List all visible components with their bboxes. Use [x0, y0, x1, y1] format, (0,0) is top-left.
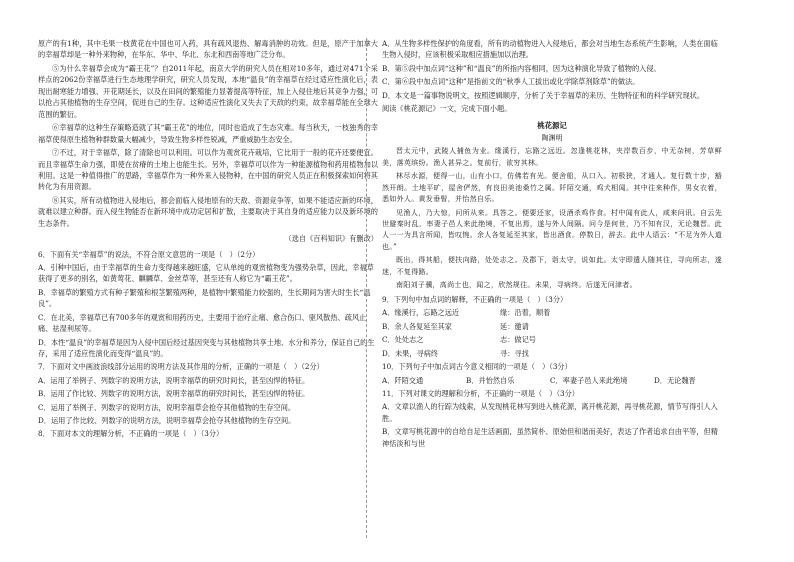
question-9-option-c [382, 334, 722, 345]
question-7-stem: 7．下面对文中画波浪线部分运用的说明方法及其作用的分析，正确的一项是（ ）（2分） [38, 362, 324, 372]
question-7-option-d: D．运用了作比较、列数字的说明方法，说明幸福草会抢夺其他植物的生存空间。 [38, 415, 296, 425]
question-8-option-d: D．本文是一篇事物说明文，按照逻辑顺序，分析了关于幸福草的来历、生物特征和的科学研究现状。 [382, 90, 705, 100]
question-8-option-a: A．从生物多样性保护的角度看，所有的动植物进入入侵地后，都会对当地生态系统产生影响，人类在面临生物入侵时，应该积极采取相应措施加以治理。 [382, 39, 718, 60]
question-10-option-d: D．无论魏晋 [654, 375, 696, 385]
question-9-option-b [382, 321, 722, 332]
question-11-stem: 11．下列对课文的理解和分析，不正确的一项是（ ）（3分） [382, 388, 579, 398]
article-paragraph: ⑦不过，对于幸福草，除了清除也可以利用。可以作为观赏花卉栽培，它比用于一般的花卉还要便宜。而且幸福草生命力强，即使在贫瘠的土地上也能生长。另外，幸福草可以作为一种能源植物和药用植物加以利用。这是一种值得推广的思路，幸福草作为一种外来入侵物种，在中国的研究人员正在积极探索如何将其转化为有用资源。 [38, 148, 378, 192]
option-explanation: 延：邀请 [500, 321, 529, 331]
column-divider [366, 38, 367, 538]
classic-paragraph: 南阳刘子骥，高尚士也，闻之，欣然规往。未果，寻病终。后遂无问津者。 [396, 281, 637, 290]
article-paragraph: ⑧其实，所有动植物进入侵地后，都会面临入侵地原有的天敌、资源竞争等，如果不能适应新的环境，就难以建立种群。而入侵生物能否在新环境中成功定居和扩散，主要取决于其自身的适应能力以及新环境的生态条件。 [38, 196, 378, 228]
question-6-option-a: A．引种中国后，由于幸福草的生命力变得越来越旺盛，它从单纯的观赏植物变为强势杂草，因此，幸福草获得了更多的别名，如黄莺花、麒麟草、金丝草等，甚至还有人称它为“霸王花”。 [38, 263, 374, 284]
option-text: A．缘溪行，忘路之远近 [382, 308, 460, 318]
article-paragraph: ⑤为什么幸福草会成为“霸王花”？自2011年起，南京大学的研究人员在相对10多年，通过对471个采样点的2062份幸福草进行生态地理学研究，研究人员发现，本地“温良”的幸福草在经过适应性演化后，表现出耐寒能力增强、开花期延长，以及在田间的繁殖能力显著提高等特征，加上入侵住地后其竞争力强，可以抢占其他植物的生存空间，促进自己的生存。这种适应性演化又失去了天敌的约束，故幸福草能在全球大范围的繁衍。 [38, 64, 378, 119]
option-text: B．余人各复延至其家 [382, 321, 452, 331]
question-9-stem: 9．下列句中加点词的解释，不正确的一项是（ ）（3分） [382, 295, 568, 305]
question-11-option-b: B．文章写桃花源中的自给自足生活画面，虽然简朴、原始但和谐而美好，表达了作者追求自由平等，但精神恬淡和与世 [382, 427, 718, 448]
question-9-option-d [382, 348, 722, 359]
right-column [382, 38, 722, 451]
question-6-option-c: C．在北美，幸福草已有700多年的观赏和用药历史，主要用于治疗止痛、愈合伤口、驱风散热、疏风止痛、祛湿利尿等。 [38, 312, 367, 334]
classic-paragraph: 晋太元中，武陵人捕鱼为业。缘溪行，忘路之远近。忽逢桃花林，夹岸数百步，中无杂树，芳草鲜美，落英缤纷。渔人甚异之。复前行，欲穷其林。 [382, 147, 722, 167]
question-7-option-a: A．运用了举例子、列数字的说明方法，说明幸福草的研究时间长，甚至凶悍的特征。 [38, 375, 310, 385]
question-8-option-b: B．第⑤段中加点词“这种”和“温良”的所指内容相同，因为这种演化导致了植物的入侵。 [382, 63, 661, 73]
question-8-option-c: C．第⑥段中加点词“这种”是指前文的“秋季人工拔出或化学除草剂除草”的做法。 [382, 77, 640, 87]
question-6-option-d: D．本性“温良”的幸福草是因为入侵中国后经过基因突变与其他植物共享土地、水分和养分，保证自己的生存，采用了适应性演化而变得“温良”的。 [38, 337, 375, 358]
classic-paragraph: 见渔人，乃大惊，问所从来。具答之。便要还家，设酒杀鸡作食。村中闻有此人，咸来问讯。自云先世避秦时乱，率妻子邑人来此绝境，不复出焉，遂与外人间隔。问今是何世，乃不知有汉，无论魏晋。此人一一为具言所闻，皆叹惋。余人各复延至其家，皆出酒食。停数日，辞去。此中人语云：“不足为外人道也。” [382, 208, 722, 251]
question-8-stem: 8．下面对本文的理解分析，不正确的一项是（ ）（3分） [38, 429, 224, 439]
question-10-option-c: C．率妻子邑人来此绝境 [550, 375, 628, 385]
question-10-stem: 10．下列句子中加点词古今意义相同的一项是（ ）（3分） [382, 362, 572, 372]
question-11-option-a: A．文章以渔人的行踪为线索，从发现桃花林写到进入桃花源，离开桃花源，再寻桃花源，情节写得引人入胜。 [382, 402, 718, 423]
question-6-option-b: B．幸福草的繁殖方式有种子繁殖和根茎繁殖两种，是植物中繁殖能力较强的，生长期间为害大时生长“温良”。 [38, 287, 371, 309]
poem-author: 陶渊明 [541, 133, 563, 142]
question-10-option-a: A．阡陌交通 [382, 375, 424, 385]
classic-paragraph: 林尽水源，便得一山，山有小口，仿佛若有光。便舍船，从口入。初极狭，才通人。复行数十步，豁然开朗。土地平旷，屋舍俨然，有良田美池桑竹之属。阡陌交通，鸡犬相闻。其中往来种作，男女衣着，悉如外人。黄发垂髫，并怡然自乐。 [382, 172, 722, 204]
option-explanation: 志：做记号 [500, 335, 536, 345]
question-6-stem: 6．下面有关“幸福草”的说法，不符合原文意思的一项是（ ）（2分） [38, 249, 260, 259]
left-column [38, 38, 378, 442]
option-text: D．未果，寻病终 [382, 348, 439, 358]
article-paragraph: ⑥幸福草的这种生存策略造就了其“霸王花”的地位，同时也造成了生态灾难。每当秋天，一枝独秀的幸福草使得原生植物种群数量大幅减少，导致生物多样性锐减，严重威胁生态安全。 [38, 123, 378, 144]
question-9-option-a [382, 307, 722, 318]
article-source: （选自《百科知识》有删改） [284, 234, 378, 244]
question-10-options [382, 375, 722, 386]
option-explanation: 寻：寻找 [500, 348, 529, 358]
option-explanation: 缘：沿着，顺着 [500, 308, 551, 318]
classic-paragraph: 既出，得其船，便扶向路，处处志之。及郡下，诣太守，说如此。太守即遣人随其往，寻向所志，遂迷，不复得路。 [382, 256, 722, 276]
poem-title: 桃花源记 [537, 121, 567, 131]
reading-instruction: 阅读《桃花源记》一文，完成下面小题。 [382, 104, 512, 114]
option-text: C．处处志之 [382, 335, 424, 345]
question-10-option-b: B．并怡然自乐 [466, 375, 515, 385]
question-7-option-c: C．运用了举例子、列数字的说明方法，说明幸福草会抢夺其他植物的生存空间。 [38, 402, 296, 412]
article-paragraph: 原产的有1种，其中毛果一枝黄花在中国也可入药，具有疏风退热、解毒消肿的功效。但是，原产于加拿大的幸福草却是一种外来物种，在华东、华中、华北、东北和西南等地广泛分布。 [38, 39, 378, 60]
question-7-option-b: B．运用了作比较、列数字的说明方法，说明幸福草的研究时间长，甚至凶悍的特征。 [38, 389, 310, 399]
